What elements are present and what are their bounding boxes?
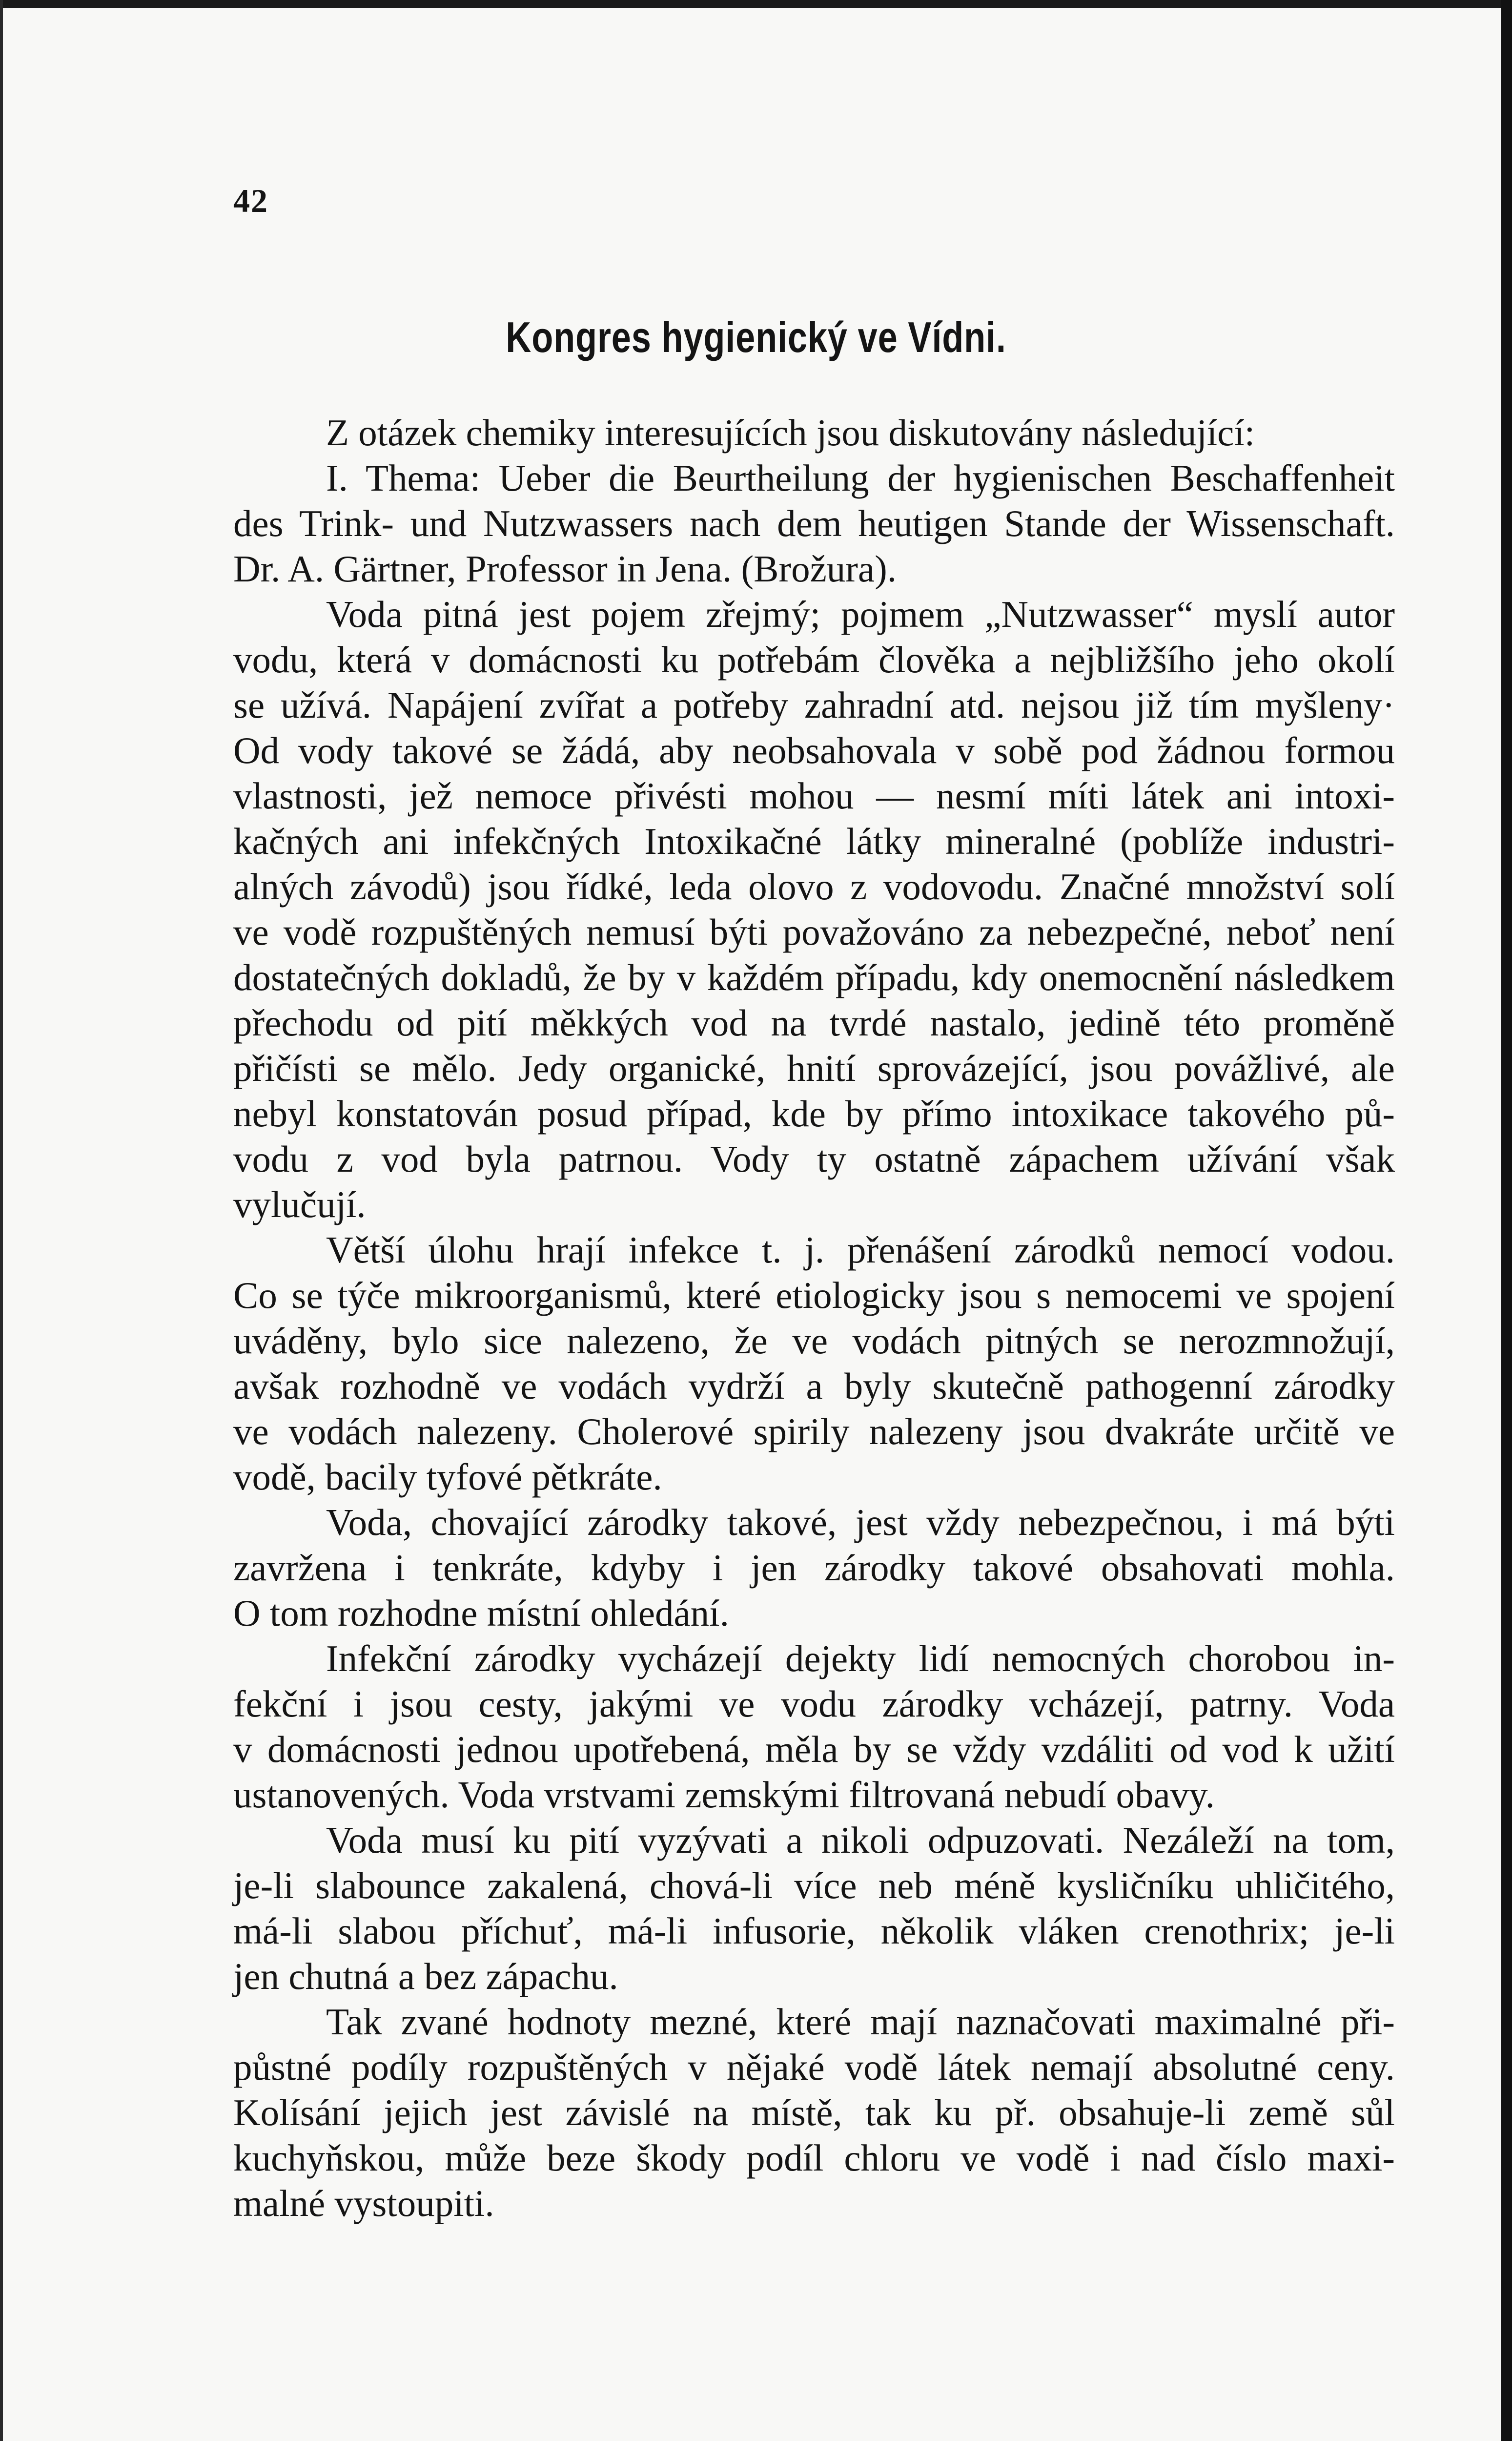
text-line: Tak zvané hodnoty mezné, které mají naznačovati maximalné při-	[326, 2001, 1395, 2043]
text-line: Dr. A. Gärtner, Professor in Jena. (Brožura).	[233, 548, 897, 590]
text-line: ve vodě rozpuštěných nemusí býti považováno za nebezpečné, neboť není	[233, 911, 1395, 953]
scan-edge-right	[1501, 0, 1512, 2441]
text-line: Voda pitná jest pojem zřejmý; pojmem „Nutzwasser“ myslí autor	[326, 593, 1395, 635]
paragraph-intro	[233, 410, 1395, 455]
paragraph-limit-values	[233, 1999, 1395, 2226]
text-line: přechodu od pití měkkých vod na tvrdé nastalo, jedině této proměně	[233, 1002, 1395, 1044]
scan-edge-top	[0, 0, 1512, 8]
paragraph-infections	[233, 1227, 1395, 1500]
text-line: Infekční zárodky vycházejí dejekty lidí nemocných chorobou in-	[326, 1637, 1395, 1679]
text-line: se užívá. Napájení zvířat a potřeby zahradní atd. nejsou již tím myšleny·	[233, 684, 1395, 726]
paragraph-palatability	[233, 1818, 1395, 1999]
text-line: vylučují.	[233, 1183, 366, 1225]
text-line: jen chutná a bez zápachu.	[233, 1955, 618, 1997]
text-line: O tom rozhodne místní ohledání.	[233, 1592, 729, 1634]
paragraph-dangerous-water	[233, 1500, 1395, 1636]
text-line: Voda, chovající zárodky takové, jest vždy nebezpečnou, i má býti	[326, 1501, 1395, 1543]
text-line: má-li slabou příchuť, má-li infusorie, několik vláken crenothrix; je-li	[233, 1910, 1395, 1952]
text-line: přičísti se mělo. Jedy organické, hnití sprovázející, jsou povážlivé, ale	[233, 1047, 1395, 1089]
paragraph-drinking-water	[233, 592, 1395, 1227]
page-title: Kongres hygienický ve Vídni.	[506, 313, 1006, 361]
text-line: des Trink- und Nutzwassers nach dem heutigen Stande der Wissenschaft.	[233, 502, 1395, 544]
text-line: Voda musí ku pití vyzývati a nikoli odpuzovati. Nezáleží na tom,	[326, 1819, 1395, 1861]
page-number: 42	[233, 182, 268, 219]
text-line: nebyl konstatován posud případ, kde by přímo intoxikace takového pů-	[233, 1093, 1395, 1135]
text-line: je-li slabounce zakalená, chová-li více neb méně kysličníku uhličitého,	[233, 1864, 1395, 1906]
text-line: kuchyňskou, může beze škody podíl chloru ve vodě i nad číslo maxi-	[233, 2137, 1395, 2179]
text-line: avšak rozhodně ve vodách vydrží a byly skutečně pathogenní zárodky	[233, 1365, 1395, 1407]
text-line: zavržena i tenkráte, kdyby i jen zárodky takové obsahovati mohla.	[233, 1547, 1395, 1589]
text-line: Co se týče mikroorganismů, které etiologicky jsou s nemocemi ve spojení	[233, 1274, 1395, 1316]
text-line: Kolísání jejich jest závislé na místě, tak ku př. obsahuje-li země sůl	[233, 2091, 1395, 2133]
text-line: půstné podíly rozpuštěných v nějaké vodě látek nemají absolutné ceny.	[233, 2046, 1395, 2088]
text-line: I. Thema: Ueber die Beurtheilung der hygienischen Beschaffenheit	[326, 457, 1395, 499]
text-line: vodě, bacily tyfové pětkráte.	[233, 1456, 662, 1498]
paragraph-thema	[233, 455, 1395, 592]
text-line: v domácnosti jednou upotřebená, měla by se vždy vzdáliti od vod k užití	[233, 1728, 1395, 1770]
scan-edge-left	[0, 0, 3, 2441]
text-line: vodu, která v domácnosti ku potřebám člověka a nejbližšího jeho okolí	[233, 639, 1395, 681]
text-line: Od vody takové se žádá, aby neobsahovala v sobě pod žádnou formou	[233, 729, 1395, 771]
paragraph-infectious-germs	[233, 1636, 1395, 1818]
text-line: Větší úlohu hrají infekce t. j. přenášení zárodků nemocí vodou.	[326, 1229, 1395, 1271]
text-line: uváděny, bylo sice nalezeno, že ve vodách pitných se nerozmnožují,	[233, 1320, 1395, 1362]
text-line: ustanovených. Voda vrstvami zemskými filtrovaná nebudí obavy.	[233, 1774, 1215, 1816]
text-line: vlastnosti, jež nemoce přivésti mohou — nesmí míti látek ani intoxi-	[233, 775, 1395, 817]
text-line: ve vodách nalezeny. Cholerové spirily nalezeny jsou dvakráte určitě ve	[233, 1410, 1395, 1452]
text-line: Z otázek chemiky interesujících jsou diskutovány následující:	[326, 412, 1255, 454]
article-body	[233, 410, 1395, 2226]
text-line: vodu z vod byla patrnou. Vody ty ostatně zápachem užívání však	[233, 1138, 1395, 1180]
text-line: alných závodů) jsou řídké, leda olovo z vodovodu. Značné množství solí	[233, 866, 1395, 908]
text-line: dostatečných dokladů, že by v každém případu, kdy onemocnění následkem	[233, 956, 1395, 998]
text-line: kačných ani infekčných Intoxikačné látky mineralné (poblíže industri-	[233, 820, 1395, 862]
text-line: fekční i jsou cesty, jakými ve vodu zárodky vcházejí, patrny. Voda	[233, 1683, 1395, 1725]
text-line: malné vystoupiti.	[233, 2182, 494, 2224]
